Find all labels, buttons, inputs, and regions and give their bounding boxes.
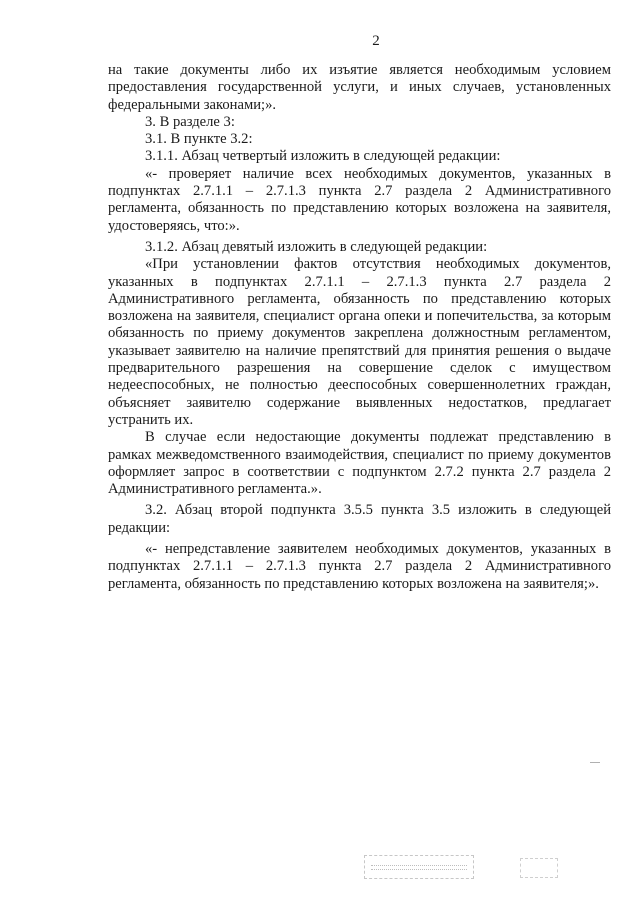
secondary-stamp-icon	[520, 858, 558, 878]
page-number: 2	[372, 33, 380, 49]
paragraph-continuation: на такие документы либо их изъятие является необходимым условием предоставления государственной услуги, и иных случаев, установленных федеральными законами;».	[108, 62, 611, 113]
paragraph-item-3-1: 3.1. В пункте 3.2:	[145, 131, 253, 148]
scan-mark	[590, 762, 600, 763]
paragraph-item-3-1-2: 3.1.2. Абзац девятый изложить в следующей редакции:	[145, 238, 488, 255]
paragraph-item-3-2: 3.2. Абзац второй подпункта 3.5.5 пункта 3.5 изложить в следующей редакции:	[108, 502, 611, 536]
paragraph-quote-3-2: «- непредставление заявителем необходимых документов, указанных в подпунктах 2.7.1.1 – 2.7.1.3 пункта 2.7 раздела 2 Административного регламента, обязанность по представлению которых возложена на заявителя;».	[108, 541, 611, 592]
document-body	[108, 62, 611, 593]
paragraph-item-3-1-1: 3.1.1. Абзац четвертый изложить в следующей редакции:	[145, 148, 501, 165]
paragraph-interagency: В случае если недостающие документы подлежат представлению в рамках межведомственного взаимодействия, специалист по приему документов оформляет запрос в соответствии с подпунктом 2.7.2 пункта 2.7 раздела 2 Административного регламента.».	[108, 429, 611, 498]
paragraph-section-3: 3. В разделе 3:	[145, 113, 235, 130]
registration-stamp-icon	[364, 855, 474, 879]
paragraph-quote-3-1-1: «- проверяет наличие всех необходимых документов, указанных в подпунктах 2.7.1.1 – 2.7.1.3 пункта 2.7 раздела 2 Административного регламента, обязанность по представлению которых возложена на заявителя, удостоверяясь, что:».	[108, 165, 611, 234]
paragraph-quote-3-1-2: «При установлении фактов отсутствия необходимых документов, указанных в подпунктах 2.7.1.1 – 2.7.1.3 пункта 2.7 раздела 2 Административного регламента, обязанность по представлению которых возложена на заявителя, специалист органа опеки и попечительства, за которым обязанность по приему документов закреплена должностным регламентом, указывает заявителю на наличие препятствий для принятия решения о выдаче предварительного разрешения на совершение сделок с имуществом недееспособных, не полностью дееспособных совершеннолетних граждан, объясняет заявителю содержание выявленных недостатков, предлагает устранить их.	[108, 256, 611, 428]
